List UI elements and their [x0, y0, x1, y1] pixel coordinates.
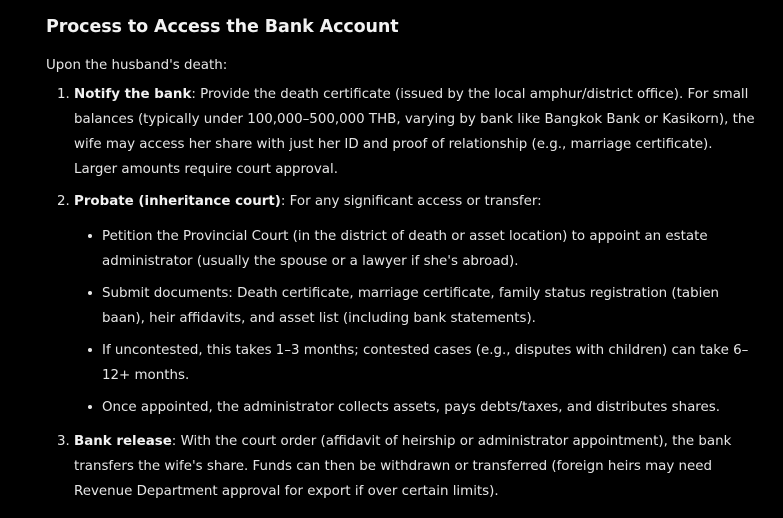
bullet-item [74, 281, 759, 331]
bullet-dot-icon [88, 405, 92, 409]
sub-bullet-list [74, 224, 759, 420]
step-text: : Provide the death certificate (issued by the local amphur/district office). For small balances (typically under 100,000–500,000 THB, varying by bank like Bangkok Bank or Kasikorn), the wife may access her share with just her ID and proof of relationship (e.g., marriage certificate). Larger amounts require court approval. [74, 87, 755, 177]
bullet-text: Petition the Provincial Court (in the district of death or asset location) to appoint an estate administrator (usually the spouse or a lawyer if she's abroad). [102, 229, 708, 269]
bullet-dot-icon [88, 291, 92, 295]
step-item [46, 189, 759, 422]
bullet-text: Submit documents: Death certificate, marriage certificate, family status registration (tabien baan), heir affidavits, and asset list (including bank statements). [102, 286, 720, 326]
bullet-item [74, 224, 759, 274]
bullet-text: If uncontested, this takes 1–3 months; contested cases (e.g., disputes with children) can take 6–12+ months. [102, 343, 749, 383]
step-item [46, 429, 759, 504]
bullet-item [74, 338, 759, 388]
section-heading: Process to Access the Bank Account [46, 17, 399, 37]
bullet-text: Once appointed, the administrator collects assets, pays debts/taxes, and distributes shares. [102, 400, 720, 415]
bullet-item [74, 395, 759, 420]
step-lead: Bank release [74, 434, 172, 449]
intro-text: Upon the husband's death: [46, 58, 228, 73]
steps-list [46, 82, 759, 504]
step-text: : With the court order (affidavit of heirship or administrator appointment), the bank transfers the wife's share. Funds can then be withdrawn or transferred (foreign heirs may need Revenue Department approval for export if over certain limits). [74, 434, 732, 499]
step-number: 2. [57, 194, 70, 209]
bullet-dot-icon [88, 234, 92, 238]
step-number: 1. [57, 87, 70, 102]
step-item [46, 82, 759, 182]
step-text: : For any significant access or transfer: [280, 194, 542, 209]
step-lead: Probate (inheritance court) [74, 194, 281, 209]
step-lead: Notify the bank [74, 87, 192, 102]
bullet-dot-icon [88, 348, 92, 352]
step-number: 3. [57, 434, 70, 449]
